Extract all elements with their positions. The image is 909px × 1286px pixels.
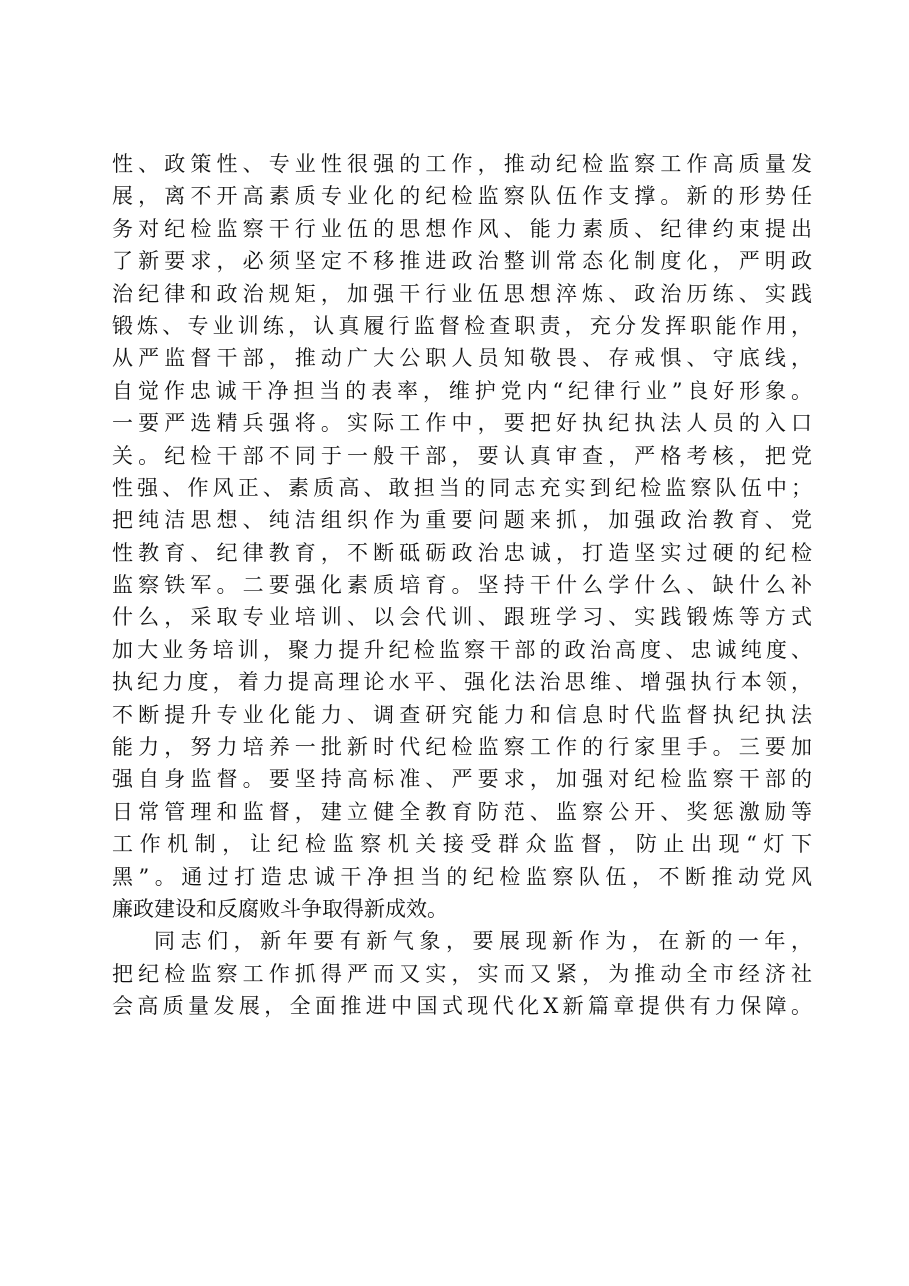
text-line: 日常管理和监督，建立健全教育防范、监察公开、奖惩激励等: [112, 799, 812, 824]
text-line: 廉政建设和反腐败斗争取得新成效。: [112, 896, 448, 921]
text-line: 治纪律和政治规矩，加强干行业伍思想淬炼、政治历练、实践: [112, 281, 812, 306]
text-line: 从严监督干部，推动广大公职人员知敬畏、存戒惧、守底线，: [112, 346, 812, 371]
text-line: 把纪检监察工作抓得严而又实，实而又紧，为推动全市经济社: [112, 961, 812, 986]
text-line: 性强、作风正、素质高、敢担当的同志充实到纪检监察队伍中；: [112, 475, 812, 500]
paragraph-2: [112, 925, 812, 1022]
text-line: 执纪力度，着力提高理论水平、强化法治思维、增强执行本领，: [112, 670, 812, 695]
text-line: 监察铁军。二要强化素质培育。坚持干什么学什么、缺什么补: [112, 573, 812, 598]
text-line: 性教育、纪律教育，不断砥砺政治忠诚，打造坚实过硬的纪检: [112, 540, 812, 565]
paragraph-1: [112, 148, 812, 925]
text-line: 加大业务培训，聚力提升纪检监察干部的政治高度、忠诚纯度、: [112, 637, 812, 662]
text-line: 什么，采取专业培训、以会代训、跟班学习、实践锻炼等方式: [112, 605, 812, 630]
text-line: 了新要求，必须坚定不移推进政治整训常态化制度化，严明政: [112, 249, 812, 274]
text-line: 工作机制，让纪检监察机关接受群众监督，防止出现“灯下: [112, 832, 812, 857]
document-body: [112, 148, 812, 1023]
text-line: 不断提升专业化能力、调查研究能力和信息时代监督执纪执法: [112, 702, 812, 727]
text-line: 把纯洁思想、纯洁组织作为重要问题来抓，加强政治教育、党: [112, 508, 812, 533]
text-line: 同志们，新年要有新气象，要展现新作为，在新的一年，: [154, 929, 812, 954]
text-line: 强自身监督。要坚持高标准、严要求，加强对纪检监察干部的: [112, 767, 812, 792]
text-line: 会高质量发展，全面推进中国式现代化X新篇章提供有力保障。: [112, 994, 812, 1019]
text-line: 展，离不开高素质专业化的纪检监察队伍作支撑。新的形势任: [112, 184, 812, 209]
text-line: 一要严选精兵强将。实际工作中，要把好执纪执法人员的入口: [112, 411, 812, 436]
text-line: 务对纪检监察干行业伍的思想作风、能力素质、纪律约束提出: [112, 216, 812, 241]
text-line: 性、政策性、专业性很强的工作，推动纪检监察工作高质量发: [112, 152, 812, 176]
text-line: 能力，努力培养一批新时代纪检监察工作的行家里手。三要加: [112, 735, 812, 760]
text-line: 锻炼、专业训练，认真履行监督检查职责，充分发挥职能作用，: [112, 313, 812, 338]
text-line: 关。纪检干部不同于一般干部，要认真审查，严格考核，把党: [112, 443, 812, 468]
text-line: 黑”。通过打造忠诚干净担当的纪检监察队伍，不断推动党风: [112, 864, 812, 889]
text-line: 自觉作忠诚干净担当的表率，维护党内“纪律行业”良好形象。: [112, 378, 812, 403]
